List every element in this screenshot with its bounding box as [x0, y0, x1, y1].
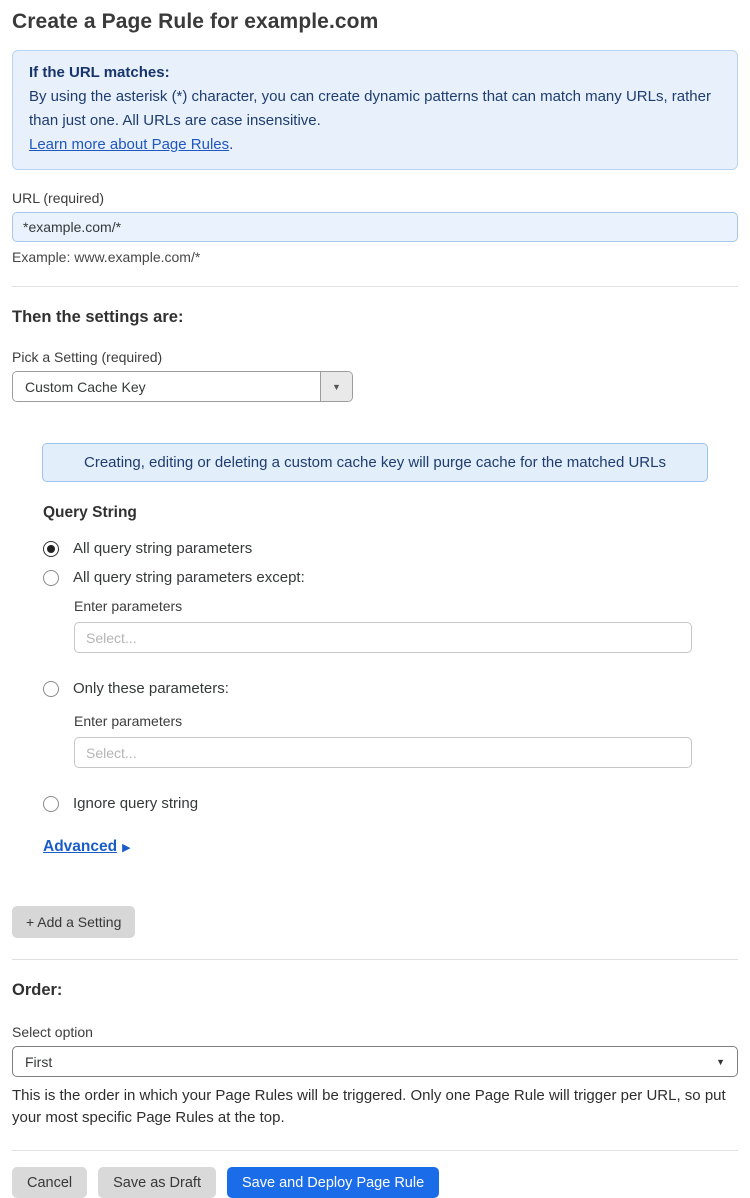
radio-button-icon[interactable] — [43, 796, 59, 812]
order-dropdown[interactable] — [12, 1046, 738, 1077]
url-match-info-box — [12, 50, 738, 170]
url-input[interactable] — [12, 212, 738, 242]
except-parameters-field — [74, 598, 738, 653]
chevron-down-icon: ▼ — [716, 1056, 725, 1067]
setting-dropdown-arrow-button[interactable] — [320, 372, 352, 401]
radio-label: All query string parameters except: — [73, 569, 305, 586]
footer-actions — [12, 1167, 738, 1198]
pick-setting-label: Pick a Setting (required) — [12, 349, 163, 365]
settings-section-heading: Then the settings are: — [12, 308, 184, 326]
divider — [12, 959, 738, 960]
radio-button-icon[interactable] — [43, 541, 59, 557]
radio-only-these-params[interactable] — [43, 680, 738, 697]
radio-button-icon[interactable] — [43, 681, 59, 697]
advanced-link-label: Advanced — [43, 838, 118, 855]
order-section-heading: Order: — [12, 981, 63, 999]
add-setting-button[interactable]: + Add a Setting — [12, 906, 135, 938]
setting-dropdown[interactable] — [12, 371, 353, 402]
info-box-link-line — [29, 133, 721, 157]
only-parameters-field — [74, 713, 738, 768]
page-title: Create a Page Rule for example.com — [12, 10, 379, 33]
link-suffix: . — [229, 136, 234, 153]
info-box-body: By using the asterisk (*) character, you can create dynamic patterns that can match many URLs, rather than just one. All URLs are case insensitive. — [29, 88, 711, 129]
query-string-heading: Query String — [43, 504, 137, 521]
cache-key-notice: Creating, editing or deleting a custom cache key will purge cache for the matched URLs — [42, 443, 708, 482]
chevron-right-icon: ▶ — [122, 841, 131, 854]
info-box-heading: If the URL matches: — [29, 64, 170, 81]
save-and-deploy-button[interactable]: Save and Deploy Page Rule — [227, 1167, 439, 1198]
radio-label: Only these parameters: — [73, 680, 229, 697]
radio-label: Ignore query string — [73, 795, 199, 812]
url-field-label: URL (required) — [12, 190, 105, 206]
radio-all-query-params[interactable] — [43, 540, 738, 557]
only-parameters-input[interactable] — [74, 737, 692, 768]
radio-button-icon[interactable] — [43, 570, 59, 586]
query-string-section — [43, 504, 738, 856]
chevron-down-icon: ▼ — [332, 381, 341, 392]
advanced-link[interactable] — [43, 838, 131, 856]
radio-ignore-query-string[interactable] — [43, 795, 738, 812]
order-helper-text: This is the order in which your Page Rules will be triggered. Only one Page Rule will trigger per URL, so put your most specific Page Rules at the top. — [12, 1087, 726, 1126]
cancel-button[interactable]: Cancel — [12, 1167, 87, 1198]
enter-parameters-label: Enter parameters — [74, 713, 183, 729]
radio-all-params-except[interactable] — [43, 569, 738, 586]
url-example-helper: Example: www.example.com/* — [12, 249, 201, 265]
radio-label: All query string parameters — [73, 540, 253, 557]
save-as-draft-button[interactable]: Save as Draft — [98, 1167, 216, 1198]
divider — [12, 286, 738, 287]
except-parameters-input[interactable] — [74, 622, 692, 653]
divider — [12, 1150, 738, 1151]
enter-parameters-label: Enter parameters — [74, 598, 183, 614]
order-dropdown-value: First — [25, 1053, 53, 1070]
order-select-label: Select option — [12, 1024, 93, 1040]
learn-more-link[interactable]: Learn more about Page Rules — [29, 136, 230, 153]
setting-dropdown-value: Custom Cache Key — [13, 372, 320, 401]
